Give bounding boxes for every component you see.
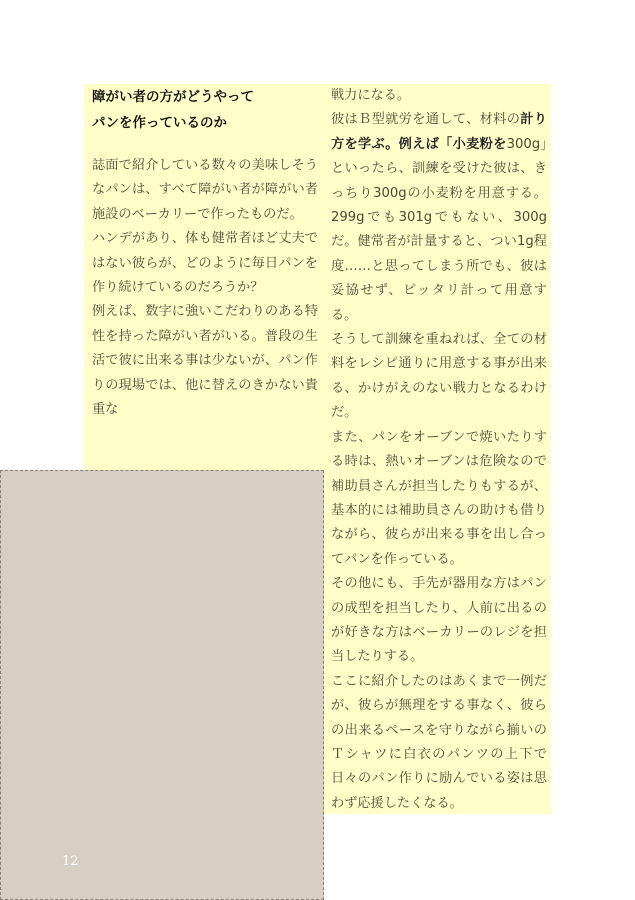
- paragraph-lead: 彼はＢ型就労を通して、材料の: [331, 112, 521, 128]
- paragraph: [331, 108, 547, 328]
- right-text-column: [324, 84, 551, 814]
- paragraph: ハンデがあり、体も健常者ほど丈夫ではない彼らが、どのように毎日パンを作り続けているのだろうか？: [92, 231, 318, 296]
- paragraph: 誌面で紹介している数々の美味しそうなパンは、すべて障がい者が障がい者施設のベーカリーで作ったものだ。: [92, 158, 318, 222]
- paragraph-rest: 300g」といったら、訓練を受けた彼は、きっちり300gの小麦粉を用意する。299gでも301gでもない、300gだ。健常者が計量すると、つい1g程度……と思ってしまう所でも、彼は妥協せず、ピッタリ計って用意する。: [331, 136, 547, 323]
- page-number: 12: [62, 854, 79, 869]
- bread-display-photo: [0, 470, 324, 900]
- left-text-column: [84, 84, 324, 470]
- emphasized-text: 計り方を学ぶ。例えば「小麦粉を: [331, 112, 547, 152]
- paragraph: そうして訓練を重ねれば、全ての材料をレシピ通りに用意する事が出来る、かけがえのない戦力となるわけだ。: [331, 332, 547, 421]
- paragraph: その他にも、手先が器用な方はパンの成型を担当したり、人前に出るのが好きな方はベーカリーのレジを担当したりする。: [331, 576, 547, 665]
- paragraph: ここに紹介したのはあくまで一例だが、彼らが無理をする事なく、彼らの出来るペースを守りながら揃いのＴシャツに白衣のパンツの上下で日々のパン作りに励んでいる姿は思わず応援したくなる。: [331, 673, 547, 811]
- paragraph: また、パンをオーブンで焼いたりする時は、熱いオーブンは危険なので補助員さんが担当したりもするが、基本的には補助員さんの助けも借りながら、彼らが出来る事を出し合ってパンを作っている。: [331, 429, 547, 567]
- section-heading-line-2: パンを作っているのか: [92, 115, 227, 131]
- paragraph: 例えば、数字に強いこだわりのある特性を持った障がい者がいる。普段の生活で彼に出来る事は少ないが、パン作りの現場では、他に替えのきかない貴重な: [92, 304, 318, 418]
- paragraph-continuation: 戦力になる。: [331, 88, 411, 103]
- section-heading-line-1: 障がい者の方がどうやって: [92, 89, 254, 105]
